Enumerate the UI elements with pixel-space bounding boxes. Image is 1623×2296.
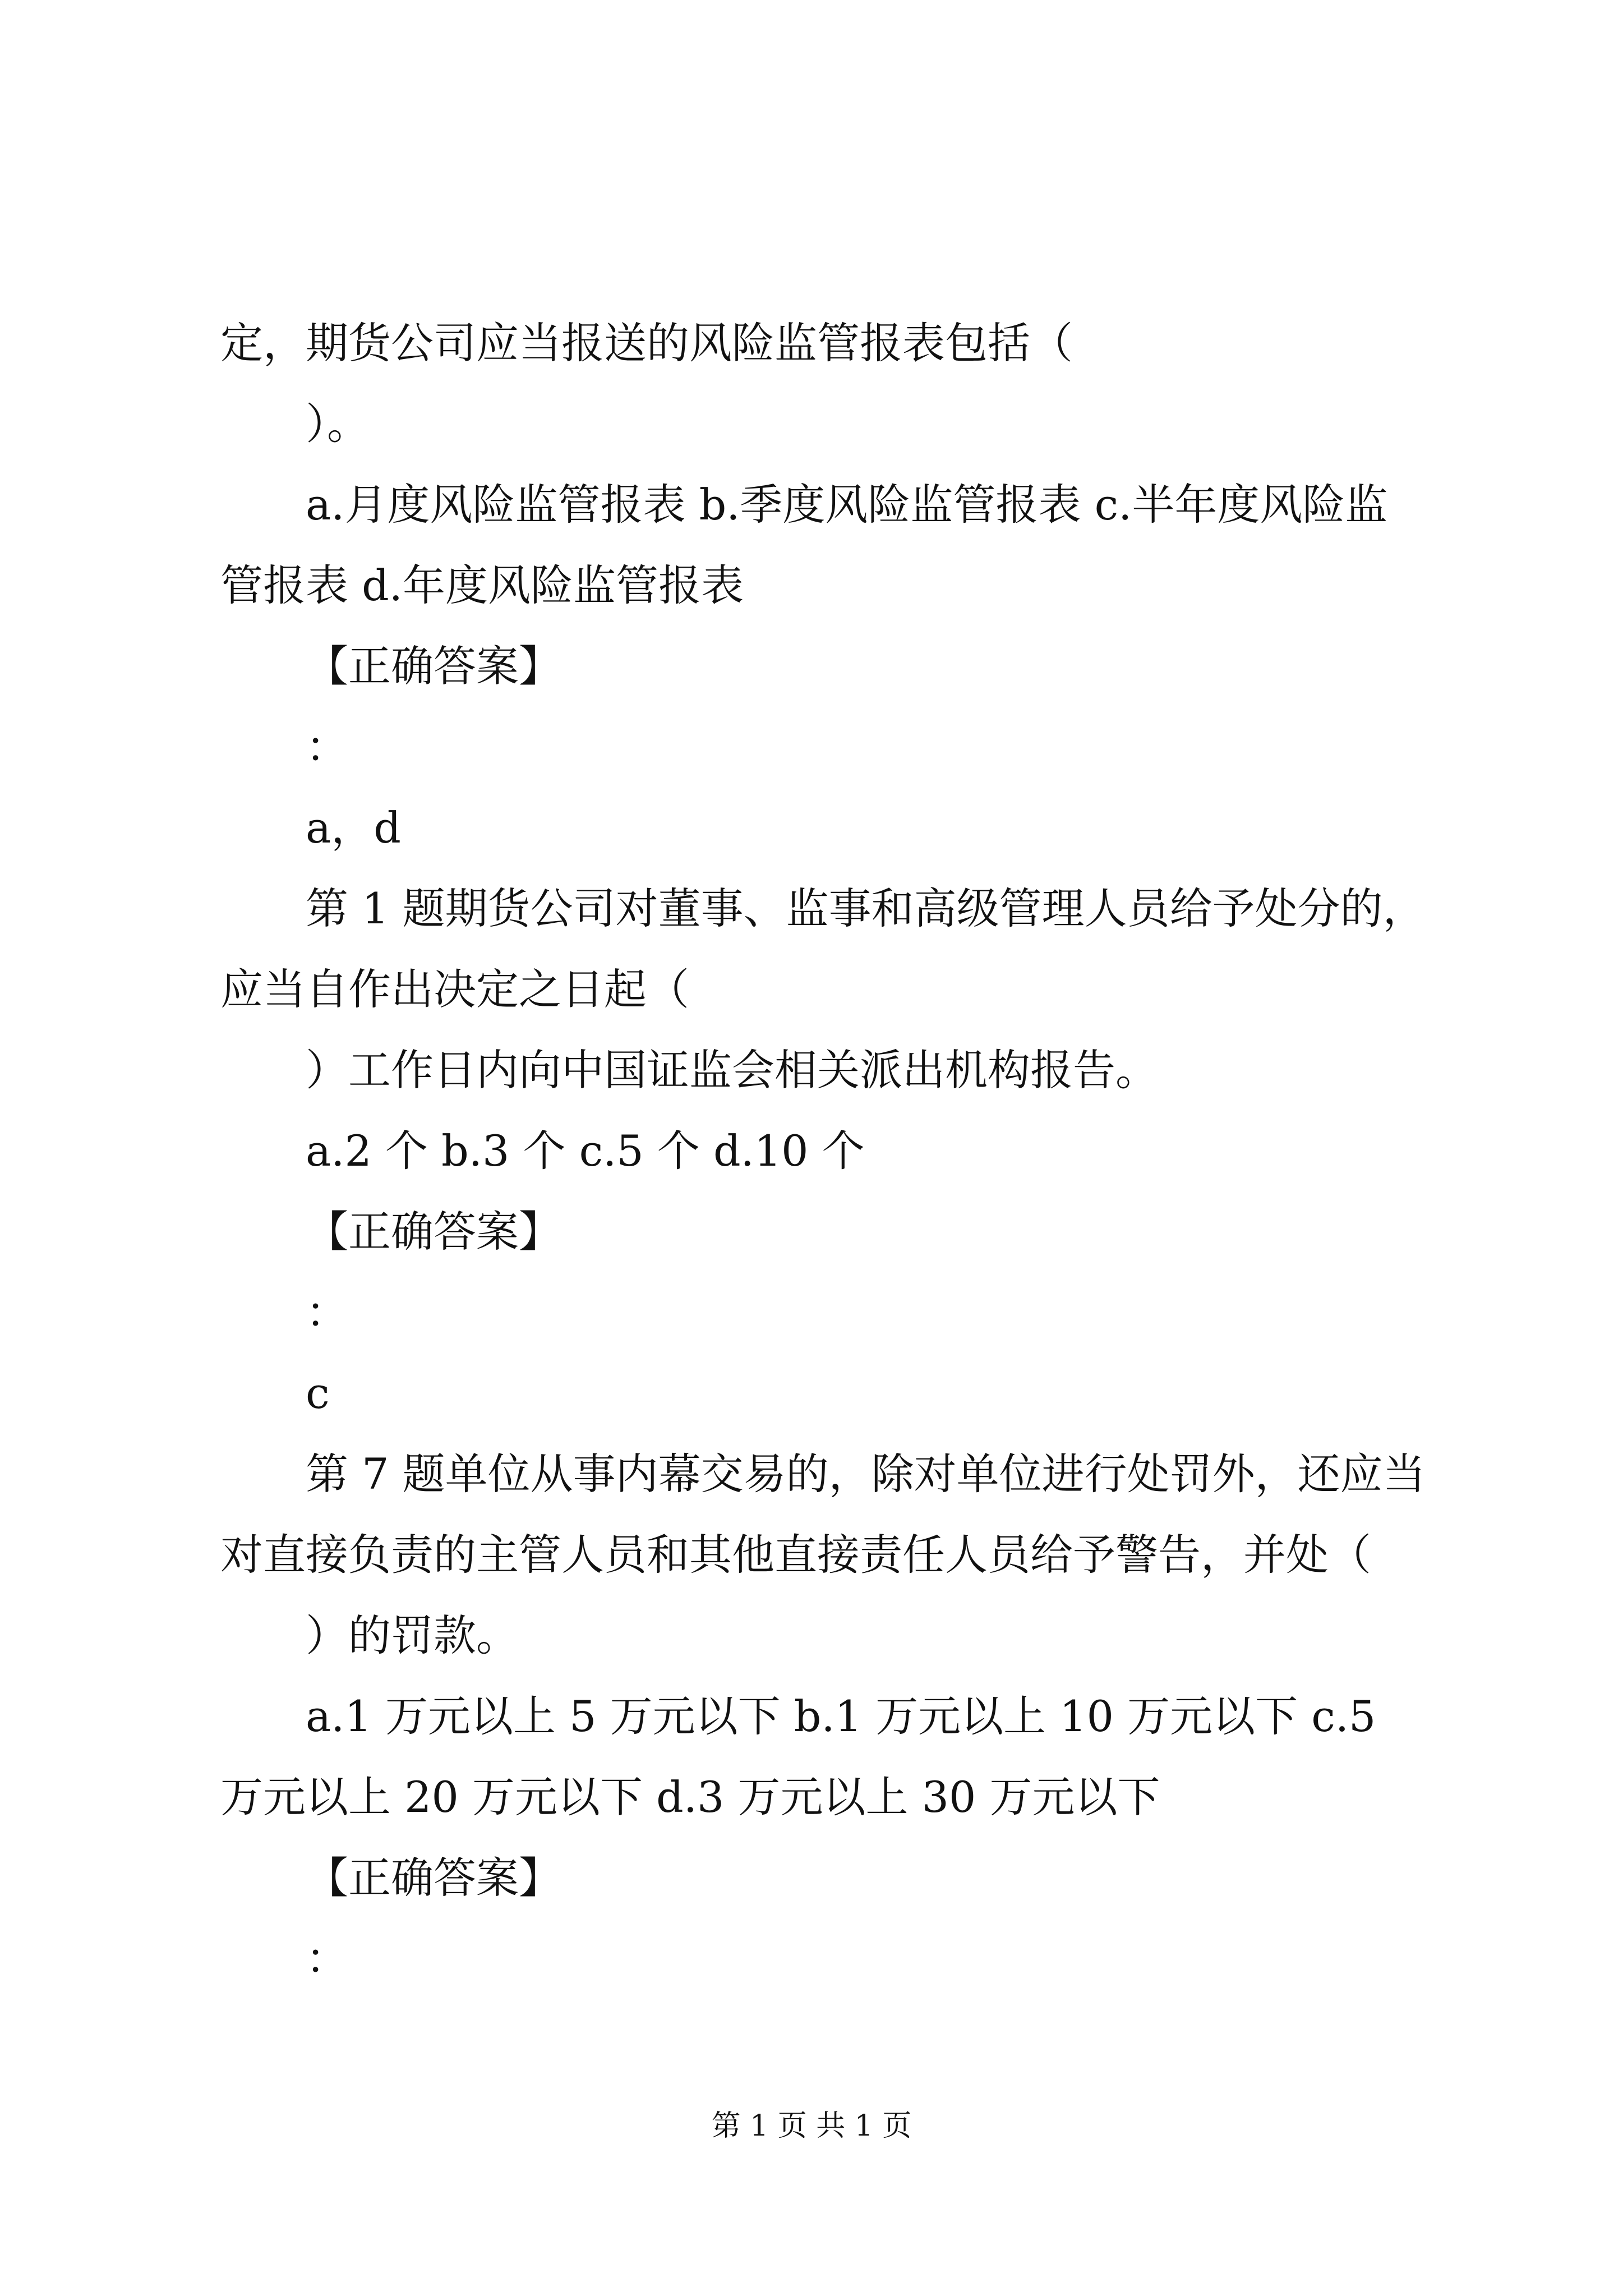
answer-value: c (306, 1368, 330, 1418)
question-text: 第 1 题期货公司对董事、监事和高级管理人员给予处分的，应当自作出决定之日起（ (220, 884, 1426, 1014)
paragraph: ）工作日内向中国证监会相关派出机构报告。 (306, 1045, 1158, 1095)
answer-colon: ： (306, 722, 348, 772)
question-options: a.1 万元以上 5 万元以下 b.1 万元以上 10 万元以下 c.5 万元以上 20 万元以下 d.3 万元以上 30 万元以下 (220, 1691, 1376, 1822)
question-text: 第 7 题单位从事内幕交易的，除对单位进行处罚外，还应当对直接负责的主管人员和其他直接责任人员给予警告，并处（ (220, 1449, 1426, 1580)
paragraph: 定，期货公司应当报送的风险监管报表包括（ (220, 318, 1073, 368)
question-options: a.2 个 b.3 个 c.5 个 d.10 个 (306, 1126, 865, 1176)
answer-heading: 【正确答案】 (306, 641, 561, 691)
answer-colon: ： (306, 1934, 348, 1984)
answer-heading: 【正确答案】 (306, 1207, 561, 1257)
answer-colon: ： (306, 1287, 348, 1337)
answer-value: a，d (306, 803, 401, 853)
paragraph: ）。 (306, 399, 370, 449)
question-options: a.月度风险监管报表 b.季度风险监管报表 c.半年度风险监管报表 d.年度风险监管报表 (220, 480, 1388, 610)
answer-heading: 【正确答案】 (306, 1853, 561, 1903)
document-body (220, 303, 1426, 1999)
page-footer: 第 1 页 共 1 页 (711, 2109, 912, 2143)
paragraph: ）的罚款。 (306, 1611, 519, 1660)
